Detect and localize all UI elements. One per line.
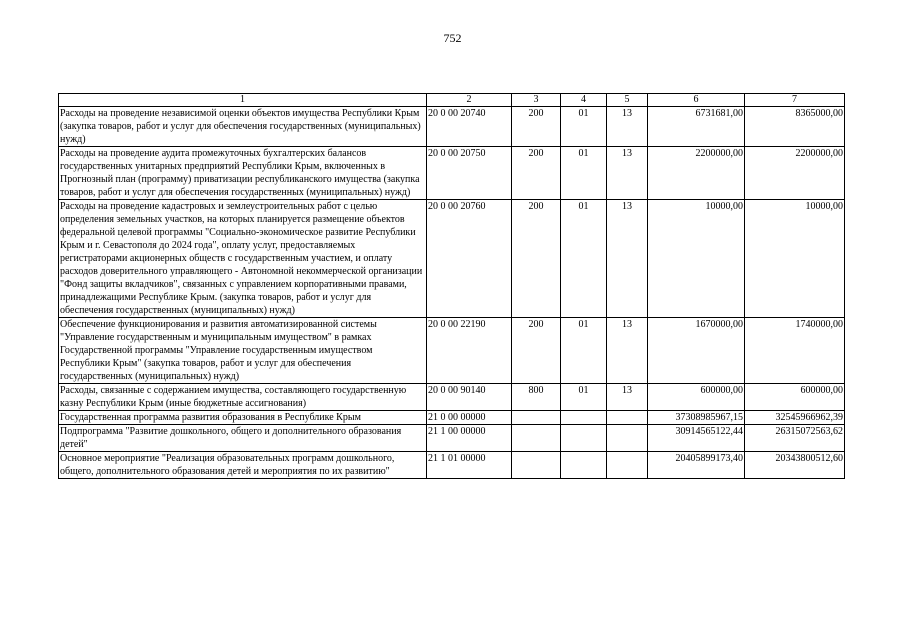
row-name: Расходы, связанные с содержанием имущества, составляющего государственную казну Республики Крым (иные бюджетные ассигнования) [59, 384, 427, 411]
table-row [59, 147, 845, 200]
row-col-5: 13 [607, 147, 648, 200]
budget-table [58, 93, 845, 479]
row-amount-6: 6731681,00 [648, 107, 745, 147]
row-name: Расходы на проведение кадастровых и землеустроительных работ с целью определения земельных участков, на которых планируется размещение объектов федеральной целевой программы "Социально-экономическое развитие Республики Крым и г. Севастополя до 2024 года", оплату услуг, предоставляемых регистраторами акционерных обществ с государственным участием, и оплату расходов доверительного управляющего - Автономной некоммерческой организации "Фонд защиты вкладчиков", связанных с управлением корпоративными правами, принадлежащими Республике Крым. (закупка товаров, работ и услуг для обеспечения государственных (муниципальных) нужд) [59, 200, 427, 318]
row-col-4 [561, 425, 607, 452]
row-name: Обеспечение функционирования и развития автоматизированной системы "Управление государственным и муниципальным имуществом" в рамках Государственной программы "Управление государственным имуществом Республики Крым" (закупка товаров, работ и услуг для обеспечения государственных (муниципальных) нужд) [59, 318, 427, 384]
row-amount-7: 2200000,00 [745, 147, 845, 200]
row-col-5: 13 [607, 200, 648, 318]
row-col-3 [512, 425, 561, 452]
row-amount-7: 20343800512,60 [745, 452, 845, 479]
row-col-3: 200 [512, 147, 561, 200]
row-name: Расходы на проведение аудита промежуточных бухгалтерских балансов государственных унитарных предприятий Республики Крым, включенных в Прогнозный план (программу) приватизации республиканского имущества (закупка товаров, работ и услуг для обеспечения государственных (муниципальных) нужд) [59, 147, 427, 200]
row-col-5 [607, 411, 648, 425]
table-row [59, 384, 845, 411]
table-row [59, 425, 845, 452]
row-code: 21 1 01 00000 [427, 452, 512, 479]
row-amount-7: 32545966962,39 [745, 411, 845, 425]
header-col-1: 1 [59, 94, 427, 107]
row-amount-6: 1670000,00 [648, 318, 745, 384]
row-code: 21 0 00 00000 [427, 411, 512, 425]
header-col-2: 2 [427, 94, 512, 107]
row-code: 20 0 00 20740 [427, 107, 512, 147]
row-amount-6: 37308985967,15 [648, 411, 745, 425]
table-row [59, 411, 845, 425]
row-col-3: 200 [512, 200, 561, 318]
row-amount-7: 26315072563,62 [745, 425, 845, 452]
row-col-4: 01 [561, 200, 607, 318]
row-col-4: 01 [561, 384, 607, 411]
row-col-3 [512, 411, 561, 425]
table-row [59, 452, 845, 479]
row-name: Подпрограмма "Развитие дошкольного, общего и дополнительного образования детей" [59, 425, 427, 452]
row-amount-7: 8365000,00 [745, 107, 845, 147]
header-row [59, 94, 845, 107]
row-col-5: 13 [607, 318, 648, 384]
header-col-5: 5 [607, 94, 648, 107]
row-name: Государственная программа развития образования в Республике Крым [59, 411, 427, 425]
row-code: 20 0 00 20760 [427, 200, 512, 318]
row-col-4: 01 [561, 318, 607, 384]
header-col-3: 3 [512, 94, 561, 107]
row-col-3 [512, 452, 561, 479]
row-col-5 [607, 452, 648, 479]
row-amount-6: 30914565122,44 [648, 425, 745, 452]
header-col-7: 7 [745, 94, 845, 107]
page-number: 752 [443, 31, 462, 45]
row-col-5: 13 [607, 384, 648, 411]
row-code: 20 0 00 90140 [427, 384, 512, 411]
row-code: 20 0 00 20750 [427, 147, 512, 200]
row-amount-6: 20405899173,40 [648, 452, 745, 479]
row-name: Основное мероприятие "Реализация образовательных программ дошкольного, общего, дополнительного образования детей и мероприятия по их развитию" [59, 452, 427, 479]
row-col-4: 01 [561, 147, 607, 200]
table-row [59, 107, 845, 147]
row-col-4 [561, 452, 607, 479]
row-amount-6: 600000,00 [648, 384, 745, 411]
table-row [59, 200, 845, 318]
row-col-5: 13 [607, 107, 648, 147]
row-amount-6: 10000,00 [648, 200, 745, 318]
table-row [59, 318, 845, 384]
row-col-3: 200 [512, 107, 561, 147]
row-code: 20 0 00 22190 [427, 318, 512, 384]
header-col-6: 6 [648, 94, 745, 107]
row-name: Расходы на проведение независимой оценки объектов имущества Республики Крым (закупка товаров, работ и услуг для обеспечения государственных (муниципальных) нужд) [59, 107, 427, 147]
row-col-5 [607, 425, 648, 452]
row-amount-6: 2200000,00 [648, 147, 745, 200]
row-code: 21 1 00 00000 [427, 425, 512, 452]
header-col-4: 4 [561, 94, 607, 107]
row-amount-7: 10000,00 [745, 200, 845, 318]
row-amount-7: 1740000,00 [745, 318, 845, 384]
row-col-4: 01 [561, 107, 607, 147]
row-col-3: 800 [512, 384, 561, 411]
row-col-3: 200 [512, 318, 561, 384]
row-amount-7: 600000,00 [745, 384, 845, 411]
row-col-4 [561, 411, 607, 425]
